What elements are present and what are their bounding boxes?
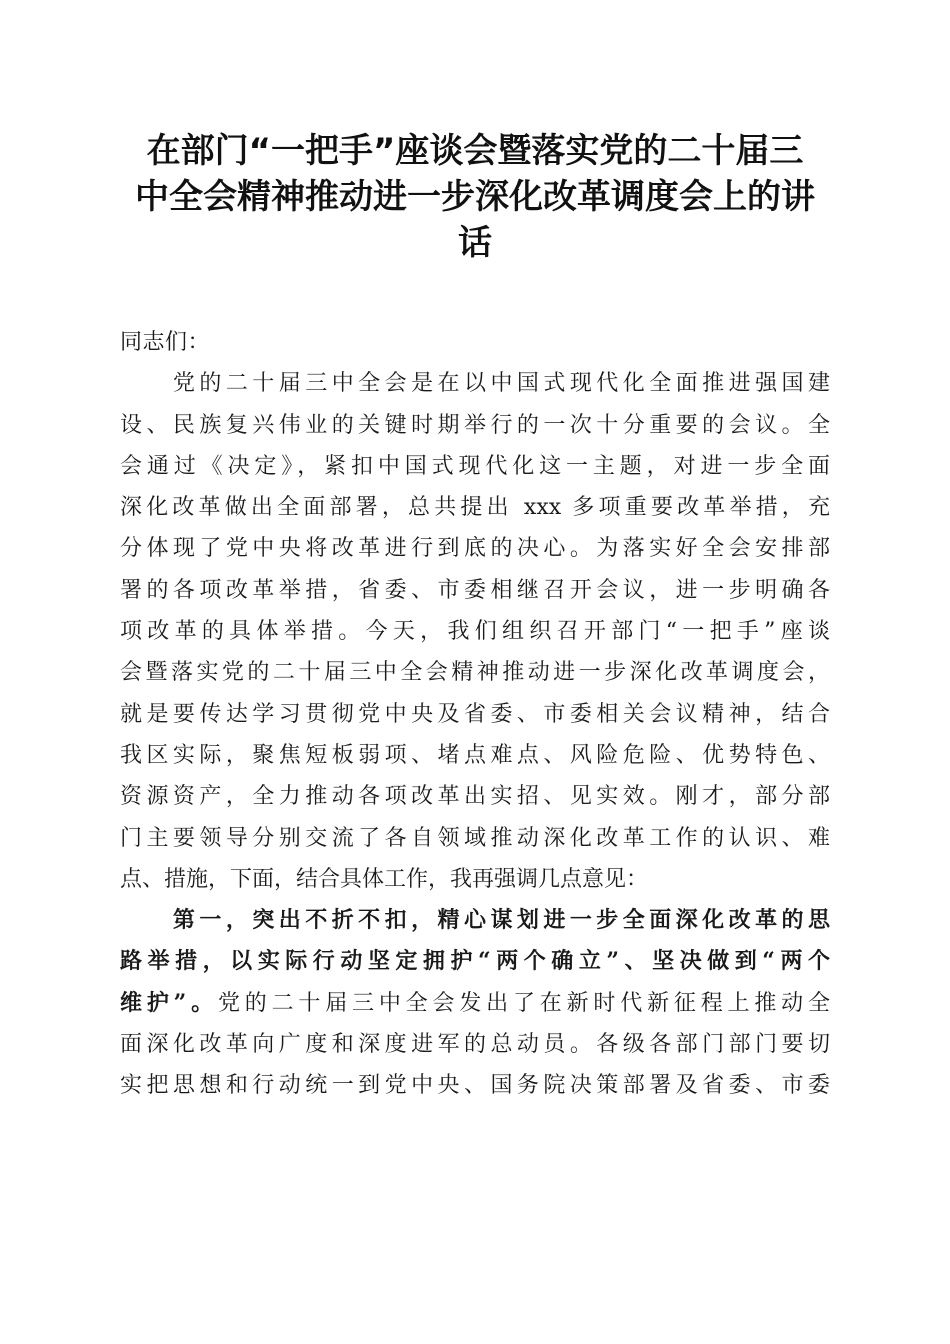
text-line: 署的各项改革举措，省委、市委相继召开会议，进一步明确各 bbox=[120, 577, 830, 603]
title-line: 在部门“一把手”座谈会暨落实党的二十届三 bbox=[146, 131, 804, 171]
text-line: 会暨落实党的二十届三中全会精神推动进一步深化改革调度会， bbox=[120, 660, 830, 686]
title-line: 中全会精神推动进一步深化改革调度会上的讲 bbox=[135, 177, 815, 217]
text-line: 面深化改革向广度和深度进军的总动员。各级各部门部门要切 bbox=[120, 1032, 830, 1058]
text-line: 门主要领导分别交流了各自领域推动深化改革工作的认识、难 bbox=[120, 825, 830, 851]
text-line: 就是要传达学习贯彻党中央及省委、市委相关会议精神，结合 bbox=[120, 701, 830, 727]
text-line: 党的二十届三中全会是在以中国式现代化全面推进强国建 bbox=[120, 371, 830, 397]
document-title bbox=[110, 128, 840, 266]
text-segment: 党的二十届三中全会发出了在新时代新征程上推动全 bbox=[217, 990, 830, 1016]
paragraph-point-one bbox=[120, 900, 830, 1106]
document-body bbox=[120, 322, 830, 1107]
text-line: 项改革的具体举措。今天，我们组织召开部门“一把手”座谈 bbox=[120, 619, 830, 645]
text-line: 资源资产，全力推动各项改革出实招、见实效。刚才，部分部 bbox=[120, 784, 830, 810]
text-line: 分体现了党中央将改革进行到底的决心。为落实好全会安排部 bbox=[120, 536, 830, 562]
heading-line: 第一，突出不折不扣，精心谋划进一步全面深化改革的思 bbox=[120, 907, 830, 934]
text-line: 实把思想和行动统一到党中央、国务院决策部署及省委、市委 bbox=[120, 1073, 830, 1099]
heading-line: 路举措，以实际行动坚定拥护“两个确立”、坚决做到“两个 bbox=[120, 948, 830, 975]
text-line: 设、民族复兴伟业的关键时期举行的一次十分重要的会议。全 bbox=[120, 412, 830, 438]
text-line: 点、措施，下面，结合具体工作，我再强调几点意见： bbox=[120, 866, 649, 892]
text-line: 我区实际，聚焦短板弱项、堵点难点、风险危险、优势特色、 bbox=[120, 742, 830, 768]
text-line: 深化改革做出全面部署，总共提出 xxx 多项重要改革举措，充 bbox=[120, 495, 830, 521]
title-line: 话 bbox=[458, 223, 492, 263]
text-line: 会通过《决定》，紧扣中国式现代化这一主题，对进一步全面 bbox=[120, 453, 830, 479]
mixed-line bbox=[120, 983, 830, 1024]
paragraph-intro bbox=[120, 363, 830, 900]
greeting: 同志们： bbox=[120, 330, 211, 355]
heading-tail: 维护”。 bbox=[120, 989, 218, 1016]
